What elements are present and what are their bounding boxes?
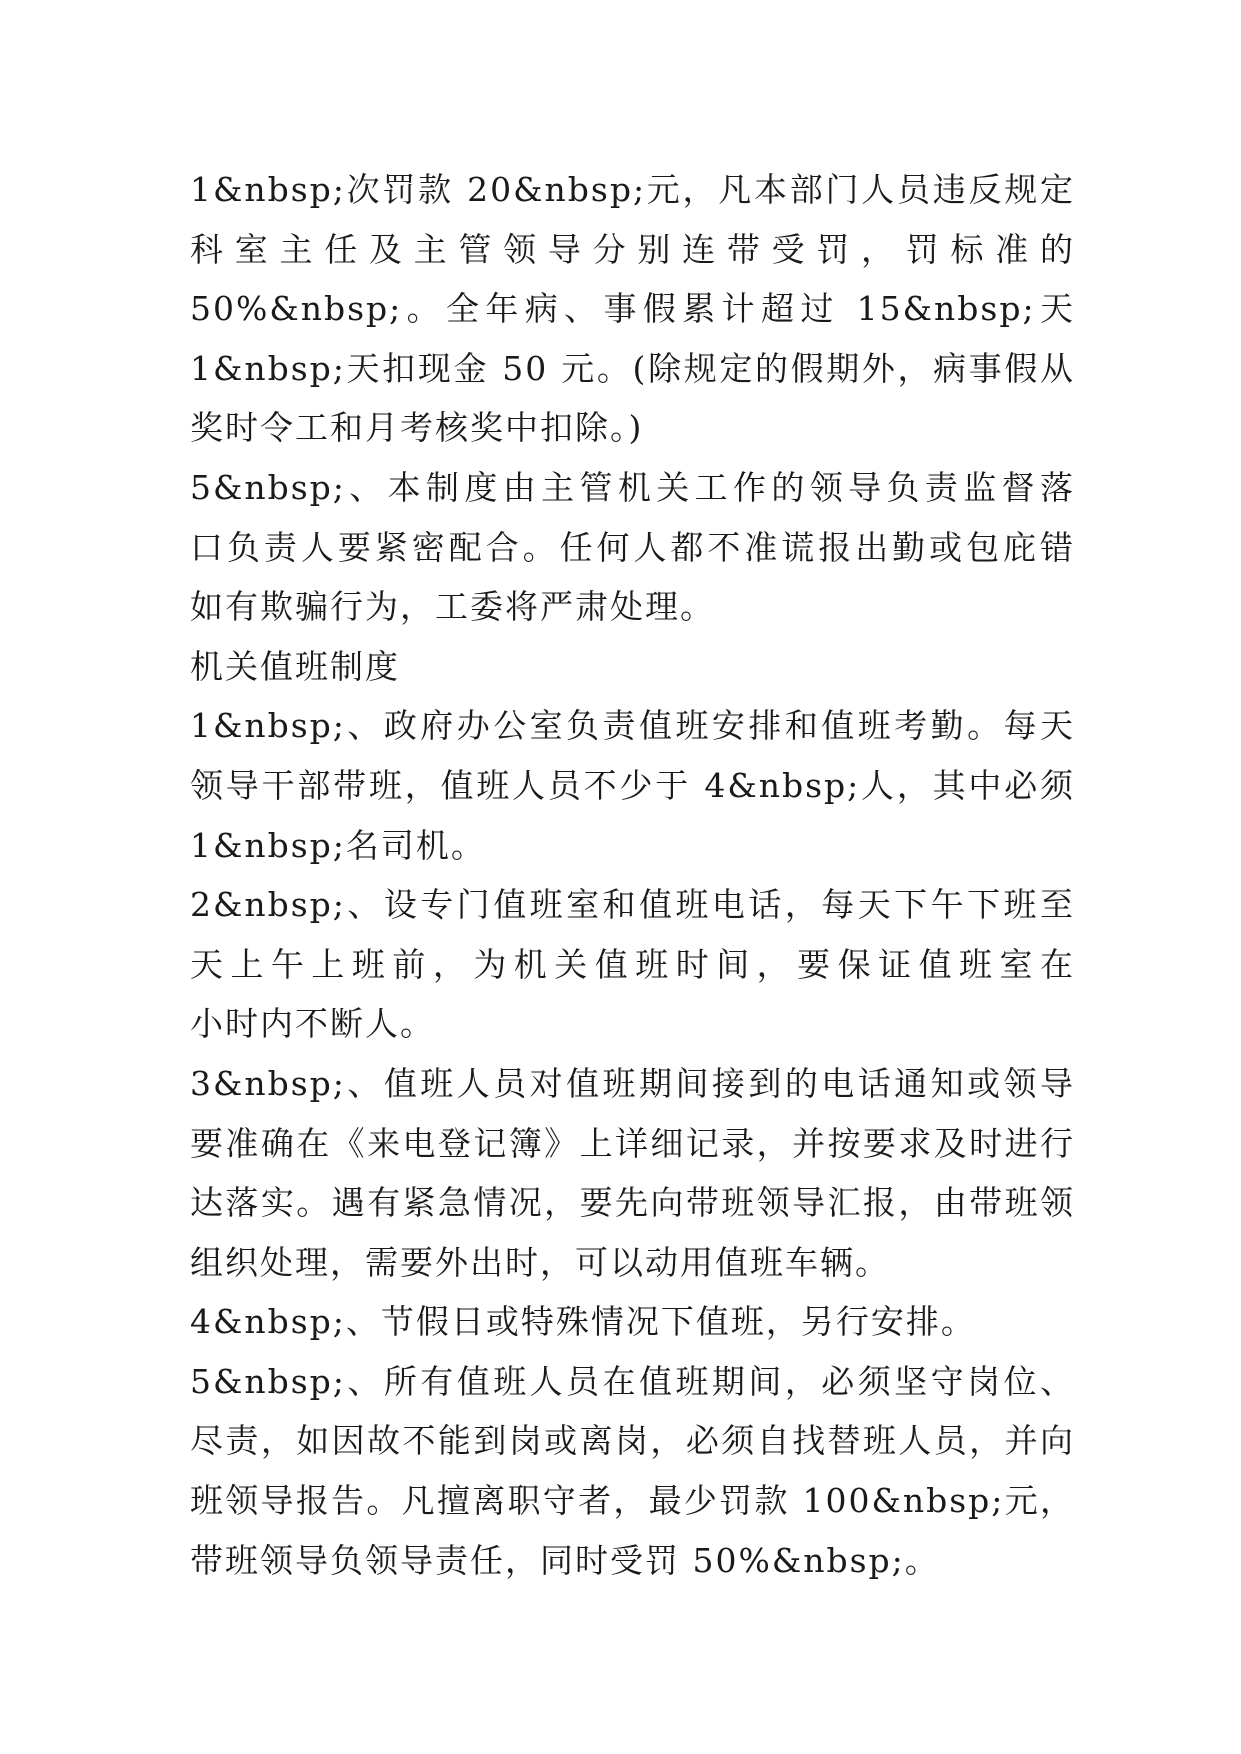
text-line: 1&nbsp;次罚款 20&nbsp;元，凡本部门人员违反规定	[190, 170, 1075, 209]
text-line: 带班领导负领导责任，同时受罚 50%&nbsp;。	[190, 1540, 940, 1580]
text-line: 科室主任及主管领导分别连带受罚，罚标准的	[190, 229, 1075, 269]
text-line: 如有欺骗行为，工委将严肃处理。	[190, 587, 715, 627]
text-line: 口负责人要紧密配合。任何人都不准谎报出勤或包庇错	[190, 527, 1075, 567]
text-line: 天上午上班前，为机关值班时间，要保证值班室在	[190, 944, 1075, 984]
text-line: 3&nbsp;、值班人员对值班期间接到的电话通知或领导	[190, 1063, 1075, 1103]
text-line: 1&nbsp;、政府办公室负责值班安排和值班考勤。每天	[190, 706, 1075, 746]
text-line: 50%&nbsp;。全年病、事假累计超过 15&nbsp;天	[190, 289, 1075, 329]
text-line: 达落实。遇有紧急情况，要先向带班领导汇报，由带班领	[190, 1183, 1075, 1223]
text-line: 2&nbsp;、设专门值班室和值班电话，每天下午下班至	[190, 885, 1075, 925]
text-line: 领导干部带班，值班人员不少于 4&nbsp;人，其中必须	[190, 765, 1075, 805]
text-line: 奖时令工和月考核奖中扣除。)	[190, 408, 644, 448]
text-line: 要准确在《来电登记簿》上详细记录，并按要求及时进行	[190, 1123, 1075, 1163]
text-line: 小时内不断人。	[190, 1004, 435, 1044]
text-line: 5&nbsp;、所有值班人员在值班期间，必须坚守岗位、	[190, 1361, 1075, 1401]
text-line: 1&nbsp;天扣现金 50 元。(除规定的假期外，病事假从	[190, 348, 1075, 388]
text-line: 1&nbsp;名司机。	[190, 825, 486, 865]
text-line: 组织处理，需要外出时，可以动用值班车辆。	[190, 1242, 890, 1282]
text-line: 尽责，如因故不能到岗或离岗，必须自找替班人员，并向	[190, 1421, 1075, 1461]
document-body	[190, 160, 1075, 1590]
text-line: 5&nbsp;、本制度由主管机关工作的领导负责监督落	[190, 467, 1075, 507]
section-heading: 机关值班制度	[190, 646, 400, 686]
text-line: 班领导报告。凡擅离职守者，最少罚款 100&nbsp;元，	[190, 1481, 1075, 1521]
text-line: 4&nbsp;、节假日或特殊情况下值班，另行安排。	[190, 1302, 976, 1342]
